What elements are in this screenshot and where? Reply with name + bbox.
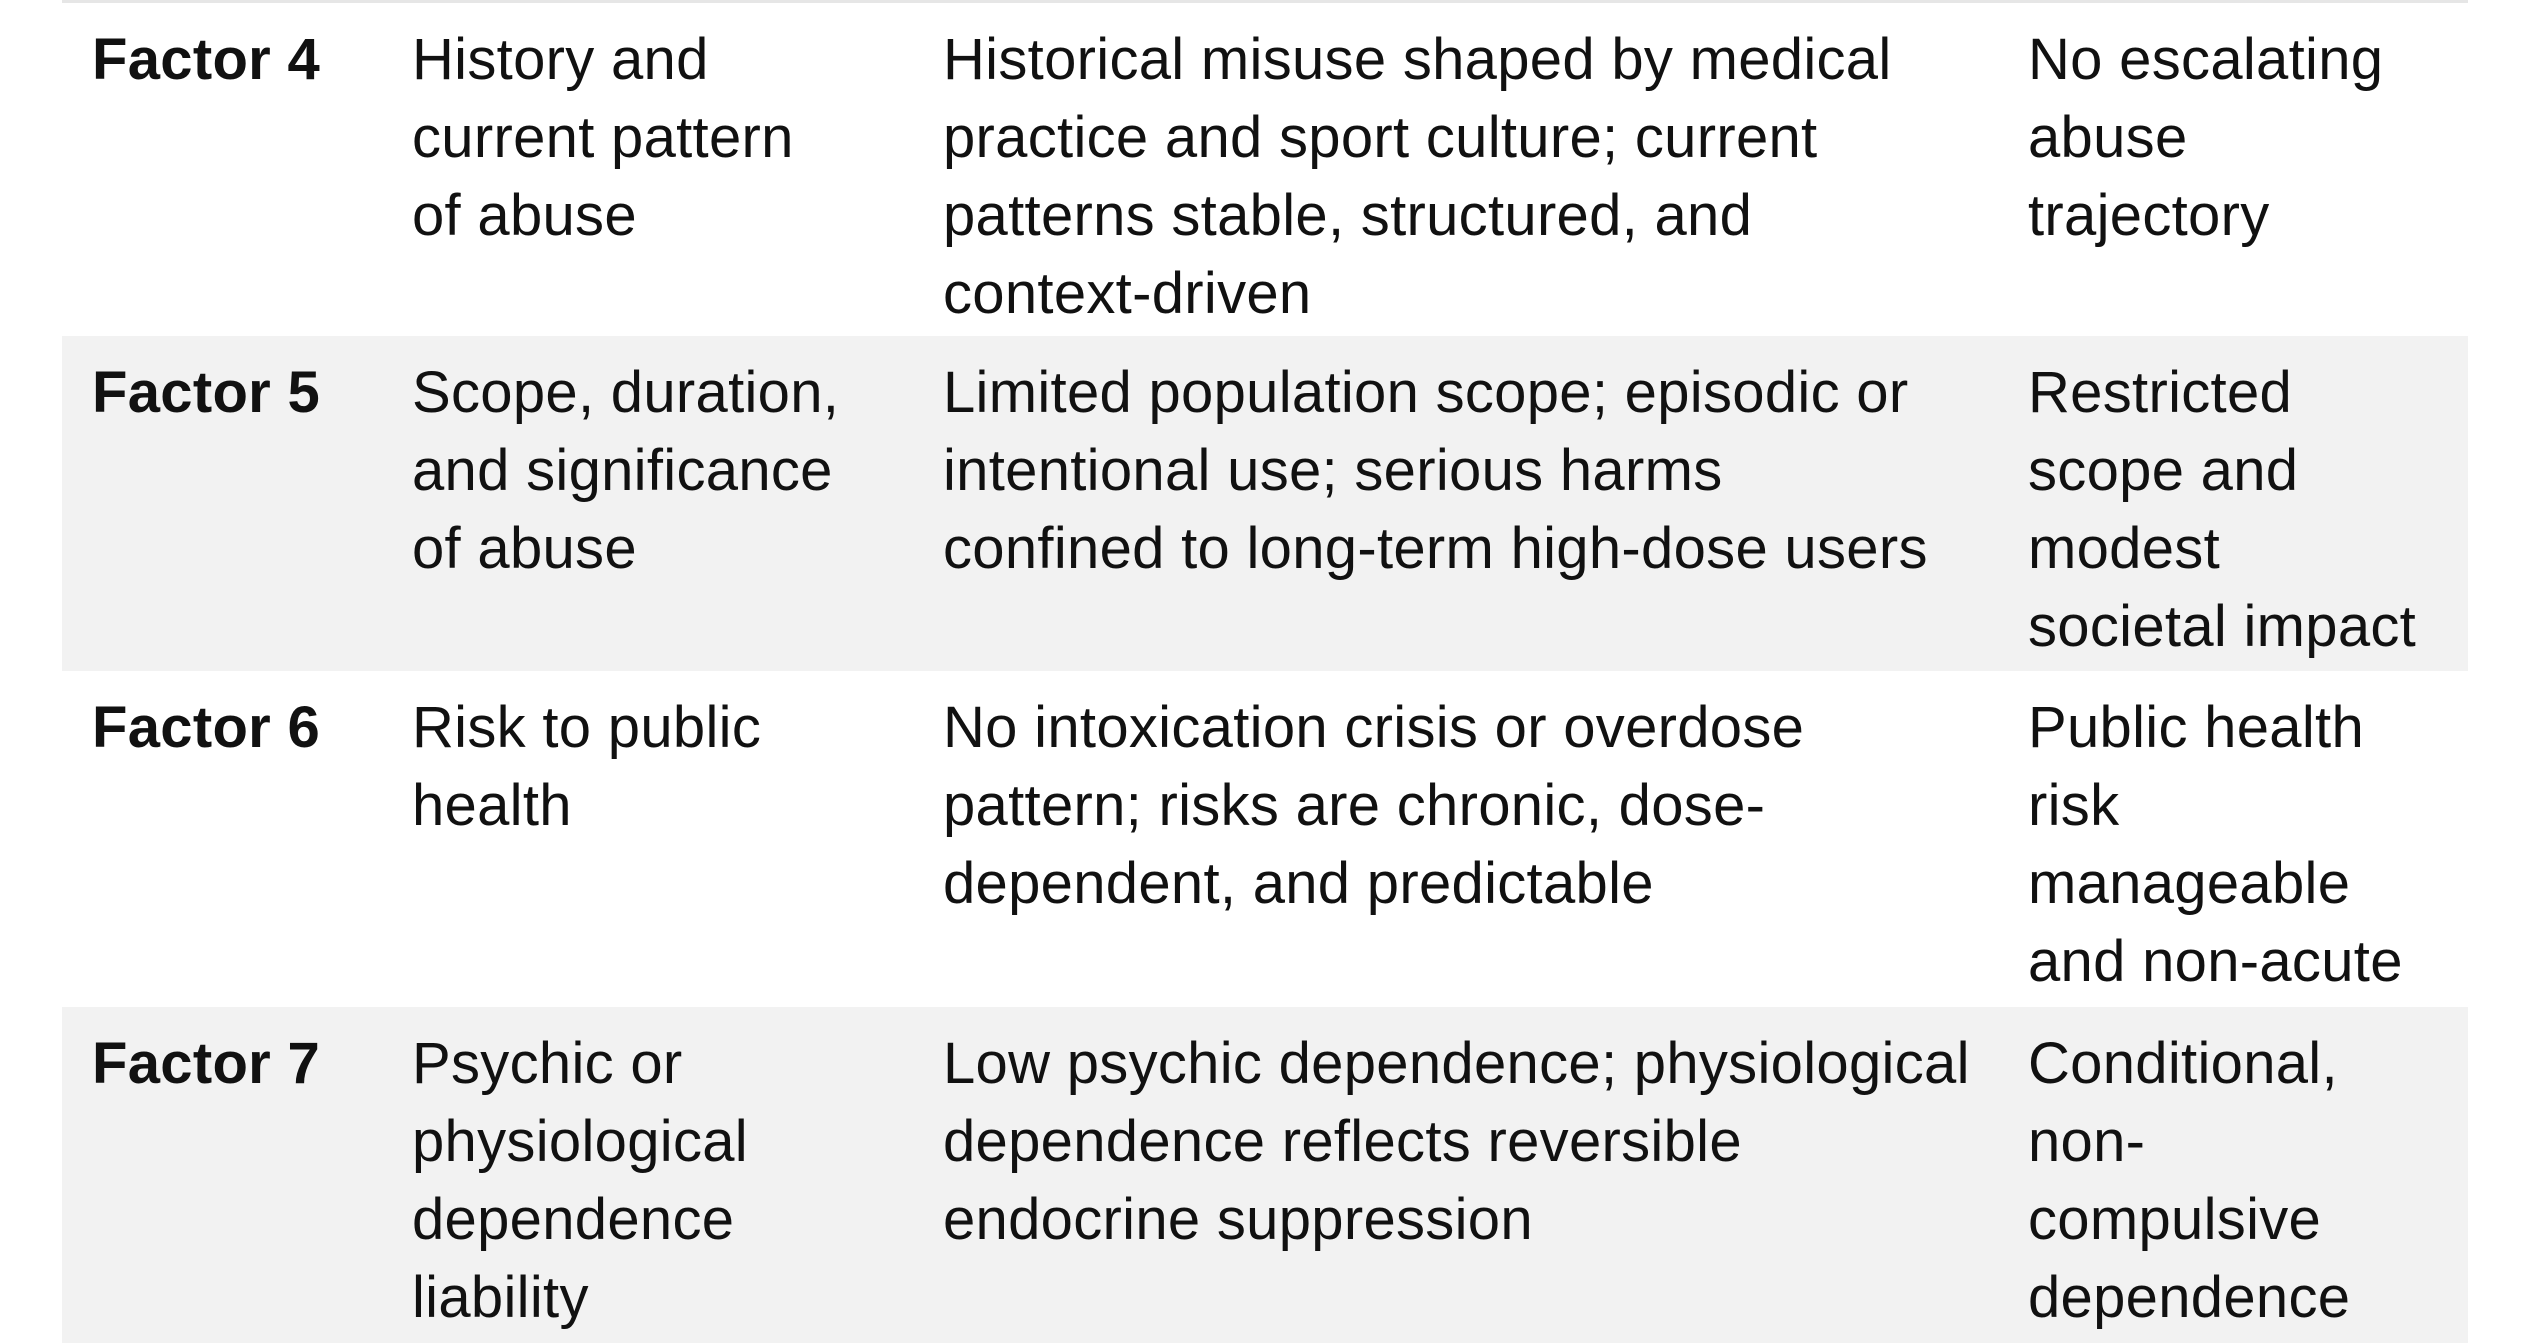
evidence-cell: Low psychic dependence; physiological dependence reflects reversible endocrine suppression xyxy=(943,1031,1970,1252)
evidence-cell: No intoxication crisis or overdose pattern; risks are chronic, dose- dependent, and predictable xyxy=(943,695,1805,916)
assessment-cell: No escalating abuse trajectory xyxy=(2028,27,2384,248)
criterion-cell: Risk to public health xyxy=(412,695,762,838)
criterion-cell: History and current pattern of abuse xyxy=(412,27,794,248)
factor-label: Factor 4 xyxy=(92,27,321,92)
criterion-cell: Scope, duration, and significance of abuse xyxy=(412,360,840,581)
assessment-cell: Restricted scope and modest societal impact xyxy=(2028,360,2417,659)
factor-label: Factor 7 xyxy=(92,1031,321,1096)
table-row xyxy=(62,3,2468,336)
assessment-cell: Public health risk manageable and non-acute xyxy=(2028,695,2403,994)
factor-label: Factor 5 xyxy=(92,360,321,425)
factor-label: Factor 6 xyxy=(92,695,321,760)
table-row xyxy=(62,671,2468,1007)
evidence-cell: Historical misuse shaped by medical practice and sport culture; current patterns stable, structured, and context-driven xyxy=(943,27,1892,326)
evidence-cell: Limited population scope; episodic or intentional use; serious harms confined to long-term high-dose users xyxy=(943,360,1928,581)
assessment-cell: Conditional, non- compulsive dependence xyxy=(2028,1031,2351,1330)
criterion-cell: Psychic or physiological dependence liability xyxy=(412,1031,748,1330)
table-row xyxy=(62,1007,2468,1343)
table-row xyxy=(62,336,2468,671)
